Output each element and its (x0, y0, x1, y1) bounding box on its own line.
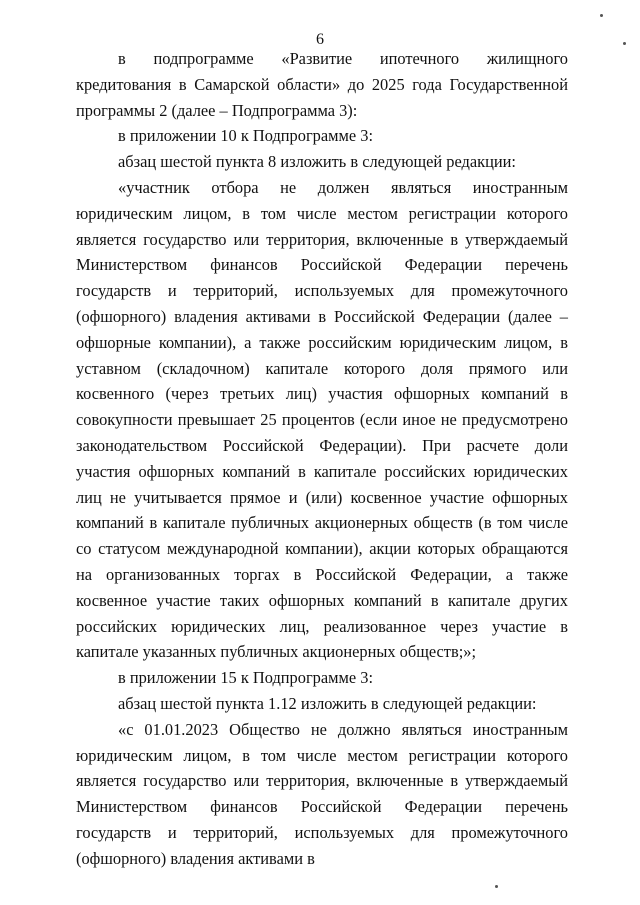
paragraph-point-1-12-text: «с 01.01.2023 Общество не должно являться иностранным юридическим лицом, в том числе местом регистрации которого является государство или территория, включенные в утверждаемый Министерством финансов Российской Федерации перечень государств и территорий, используемых для промежуточного (офшорного) владения активами в (76, 719, 568, 868)
paragraph-appendix-15: в приложении 15 к Подпрограмме 3: (118, 668, 374, 688)
page-number: 6 (316, 31, 324, 48)
scan-speck (495, 885, 498, 888)
document-body (76, 46, 568, 872)
scan-speck (600, 14, 603, 17)
paragraph-subprogram-intro: в подпрограмме «Развитие ипотечного жилищного кредитования в Самарской области» до 2025 года Государственной программы 2 (далее – Подпрограмма 3): (76, 49, 568, 120)
paragraph-point-8-instruction: абзац шестой пункта 8 изложить в следующей редакции: (118, 152, 516, 172)
paragraph-appendix-10: в приложении 10 к Подпрограмме 3: (118, 126, 374, 146)
paragraph-point-8-text: «участник отбора не должен являться иностранным юридическим лицом, в том числе местом регистрации которого является государство или территория, включенные в утверждаемый Министерством финансов Российской Федерации перечень государств и территорий, используемых для промежуточного (офшорного) владения активами в Российской Федерации (далее – офшорные компании), а также российским юридическим лицом, в уставном (складочном) капитале которого доля прямого или косвенного (через третьих лиц) участия офшорных компаний в совокупности превышает 25 процентов (если иное не предусмотрено законодательством Российской Федерации). При расчете доли участия офшорных компаний в капитале российских юридических лиц не учитывается прямое и (или) косвенное участие офшорных компаний в капитале публичных акционерных обществ (в том числе со статусом международной компании), акции которых обращаются на организованных торгах в Российской Федерации, а также косвенное участие таких офшорных компаний в капитале других российских юридических лиц, реализованное через участие в капитале указанных публичных акционерных обществ;»; (76, 177, 568, 662)
paragraph-point-1-12-instruction: абзац шестой пункта 1.12 изложить в следующей редакции: (118, 693, 537, 713)
scan-speck (623, 42, 626, 45)
